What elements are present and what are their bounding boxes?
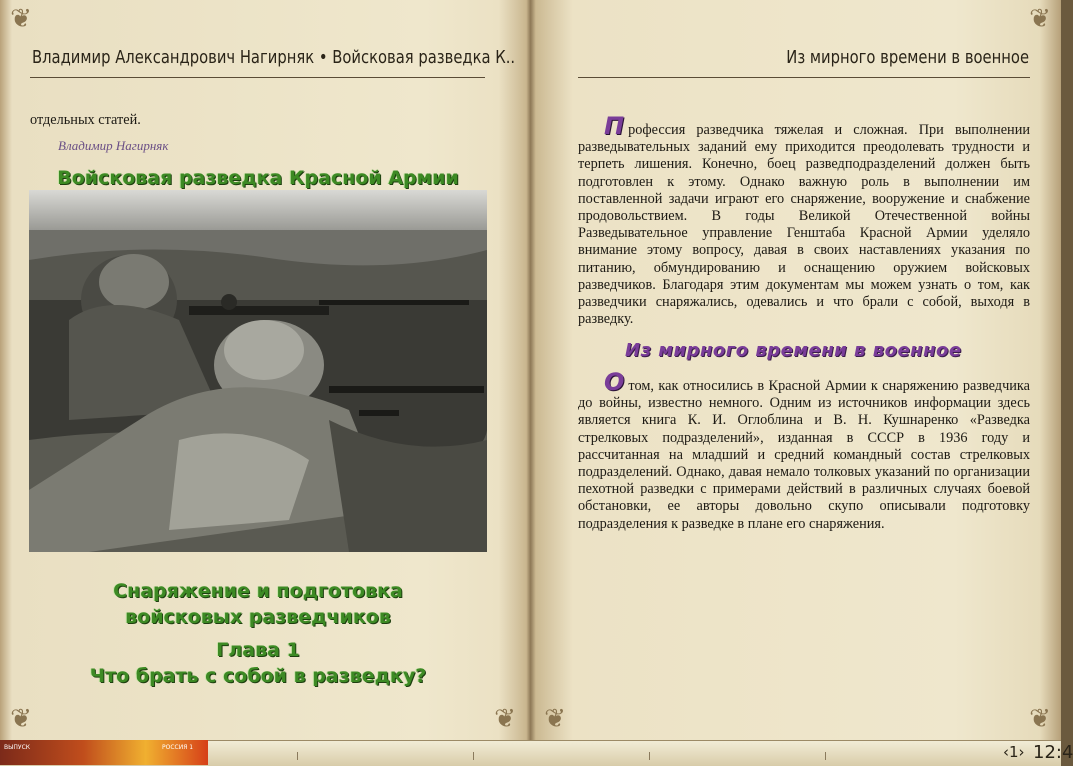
subheading: Из мирного времени в военное	[625, 340, 962, 361]
paragraph-text: рофессия разведчика тяжелая и сложная. При выполнении разведывательных заданий ему приходится преодолевать трудности и терпеть лишения. Конечно, боец разведподразделений должен быть подготовлен к этому. Однако важную роль в выполнении им поставленной задачи играют его снаряжение, вооружение и снабжение продовольствием. В годы Великой Отечественной войны Разведывательное управление Генштаба Красной Армии уделяло внимание этому вопросу, давая в своих наставлениях указания по питанию, обмундированию и оснащению оружием войсковых разведчиков. Благодаря этим документам мы можем узнать о том, как разведчики снаряжались, одевались и что брали с собой, выходя в разведку.	[578, 122, 1030, 328]
dropcap: П	[604, 112, 625, 140]
soldiers-photo	[29, 190, 487, 552]
author-signature: Владимир Нагирняк	[58, 138, 169, 153]
toolbar-divider	[825, 752, 826, 760]
running-header-right: Из мирного времени в военное	[786, 47, 1029, 68]
book-title: Войсковая разведка Красной Армии	[57, 167, 459, 189]
thumb-badge-right: РОССИЯ 1	[162, 744, 194, 751]
corner-ornament-icon: ❦	[1029, 4, 1051, 33]
header-rule	[578, 77, 1030, 78]
video-thumbnail[interactable]	[0, 740, 208, 765]
chapter-label: Глава 1	[216, 639, 300, 661]
page-indicator[interactable]: ‹1›	[1003, 743, 1025, 761]
left-page	[0, 0, 525, 740]
thumb-badge-left: ВЫПУСК	[4, 744, 31, 751]
paragraph-1	[578, 112, 1030, 328]
dropcap: О	[604, 368, 625, 396]
right-page	[530, 0, 1061, 740]
section-title-line2: войсковых разведчиков	[125, 606, 391, 628]
corner-ornament-icon: ❦	[10, 4, 32, 33]
paragraph-text: том, как относились в Красной Армии к снаряжению разведчика до войны, известно немного. Одним из источников информации здесь является книга К. И. Оглоблина и В. Н. Кушнаренко «Разведка стрелковых подразделений», изданная в СССР в 1936 году и рассчитанная на младший и средний командный состав стрелковых подразделений. Однако, давая немало толковых указаний по организации пехотной разведки с примерами действий в различных случаях боевой обстановки, ее авторы довольно скупо описывали подготовку подразделения к разведке в плане его снаряжения.	[578, 378, 1030, 532]
toolbar-divider	[473, 752, 474, 760]
chapter-title: Что брать с собой в разведку?	[89, 665, 427, 687]
corner-ornament-icon: ❦	[544, 704, 566, 733]
header-rule	[30, 77, 485, 78]
paragraph-2	[578, 368, 1030, 533]
section-title-line1: Снаряжение и подготовка	[113, 580, 403, 602]
corner-ornament-icon: ❦	[1029, 704, 1051, 733]
running-header-left: Владимир Александрович Нагирняк • Войсковая разведка К..	[32, 47, 516, 68]
toolbar-divider	[297, 752, 298, 760]
intro-line: отдельных статей.	[30, 112, 141, 128]
corner-ornament-icon: ❦	[10, 704, 32, 733]
toolbar-divider	[649, 752, 650, 760]
corner-ornament-icon: ❦	[494, 704, 516, 733]
clock: 12:4	[1033, 742, 1073, 763]
